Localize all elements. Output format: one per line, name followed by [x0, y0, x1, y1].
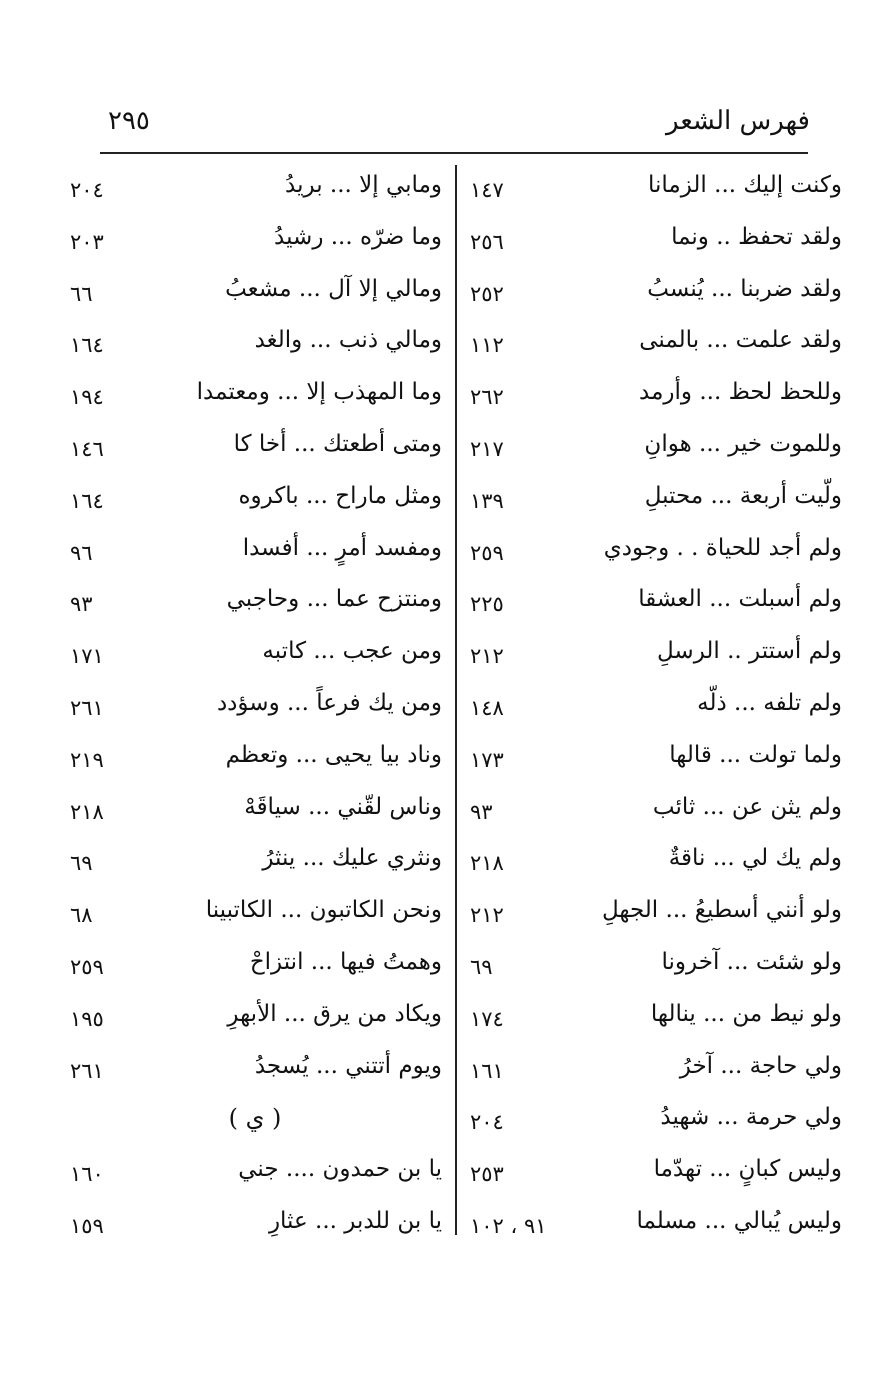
verse-incipit: ومابي إلا ... بريدُ: [285, 172, 442, 198]
page-reference: ٢١٢: [470, 644, 504, 669]
verse-incipit: ومتى أطعتك ... أخا كا: [233, 431, 442, 457]
verse-incipit: وللحظ لحظ ... وأرمد: [639, 379, 842, 406]
verse-incipit: ومالي ذنب ... والغد: [254, 327, 442, 354]
index-entry: [60, 427, 450, 479]
index-entry: [460, 220, 850, 272]
verse-incipit: ومثل ماراح ... باكروه: [238, 482, 442, 509]
page-reference: ٢٥٩: [470, 540, 504, 565]
verse-incipit: وللموت خير ... هوانِ: [644, 431, 842, 457]
verse-incipit: ولو نيط من ... ينالها: [650, 1000, 842, 1027]
page-reference: ١٦٤: [70, 488, 104, 513]
verse-incipit: ولم أستتر .. الرسلِ: [657, 638, 842, 665]
verse-incipit: ومفسد أمرٍ ... أفسدا: [242, 534, 442, 561]
index-entry: [60, 1204, 450, 1256]
page-reference: ١٩٤: [70, 385, 104, 410]
page-reference: ١٧١: [70, 644, 104, 669]
verse-incipit: ولم أسبلت ... العشقا: [638, 586, 842, 613]
verse-incipit: وناس لقّني ... سياقَهْ: [244, 793, 442, 820]
page-reference: ٢٥٩: [70, 955, 104, 979]
page-reference: ١٦١: [470, 1058, 504, 1083]
verse-incipit: ومنتزح عما ... وحاجبي: [226, 586, 442, 613]
index-entry: [60, 841, 450, 893]
index-entry: [60, 738, 450, 790]
index-entry: [60, 531, 450, 583]
page-reference: ١٩٥: [70, 1006, 104, 1031]
page-reference: ٢٥٣: [470, 1162, 504, 1187]
page-reference: ٦٩: [70, 851, 93, 876]
verse-incipit: وما المهذب إلا ... ومعتمدا: [196, 379, 442, 406]
verse-incipit: وكنت إليك ... الزمانا: [648, 172, 842, 198]
verse-incipit: وهمتُ فيها ... انتزاحْ: [249, 949, 442, 975]
verse-incipit: ونثري عليك ... ينثرُ: [262, 845, 442, 872]
page-reference: ٢٥٢: [470, 281, 504, 306]
page-reference: ١٤٨: [470, 696, 504, 720]
verse-incipit: ومن يك فرعاً ... وسؤدد: [216, 690, 442, 716]
verse-incipit: وناد بيا يحيى ... وتعظم: [225, 741, 442, 768]
verse-incipit: ويكاد من يرق ... الأبهرِ: [227, 1000, 442, 1027]
page-reference: ٢٠٤: [70, 178, 104, 202]
index-entry: [460, 790, 850, 842]
index-entry: [60, 1049, 450, 1101]
index-entry: [60, 272, 450, 324]
page-reference: ٢٦١: [70, 1058, 104, 1083]
index-entry: [60, 945, 450, 997]
index-entry: [460, 841, 850, 893]
verse-incipit: ولقد علمت ... بالمنى: [639, 327, 842, 354]
page-reference: ١٣٩: [470, 488, 504, 513]
page-reference: ١٥٩: [70, 1214, 104, 1238]
index-entry: [460, 945, 850, 997]
index-entry: [460, 168, 850, 220]
page-reference: ٢١٢: [470, 903, 504, 928]
index-entry: [60, 686, 450, 738]
index-entry: [460, 1204, 850, 1256]
page-reference: ٩٣: [70, 592, 93, 617]
page-reference: ٦٨: [70, 903, 93, 928]
page-reference: ٢٥٦: [470, 229, 504, 254]
index-entry: [60, 220, 450, 272]
verse-incipit: ولو أنني أسطيعُ ... الجهلِ: [601, 897, 842, 924]
index-entry: [460, 479, 850, 531]
verse-incipit: وليس كبانٍ ... تهدّما: [653, 1156, 842, 1183]
page-reference: ٢١٨: [70, 799, 104, 824]
verse-incipit: ولو شئت ... آخرونا: [661, 949, 842, 975]
page-reference: ١٧٣: [470, 747, 504, 772]
index-entry: [60, 790, 450, 842]
index-entry: [460, 738, 850, 790]
index-entry: [460, 1152, 850, 1204]
page-reference: ٢٦٢: [470, 385, 504, 410]
verse-incipit: ومن عجب ... كاتبه: [262, 638, 442, 665]
verse-incipit: ومالي إلا آل ... مشعبُ: [225, 275, 442, 302]
verse-incipit: ولم يك لي ... ناقةٌ: [668, 845, 842, 872]
index-entry: [460, 1049, 850, 1101]
verse-incipit: يا بن للدبر ... عثارِ: [268, 1208, 442, 1234]
index-entry: [60, 323, 450, 375]
verse-incipit: ولي حرمة ... شهيدُ: [660, 1104, 842, 1131]
index-entry: [460, 272, 850, 324]
verse-incipit: وما ضرّه ... رشيدُ: [274, 223, 442, 250]
index-entry: [60, 997, 450, 1049]
index-entry: [460, 997, 850, 1049]
index-entry: [460, 893, 850, 945]
verse-incipit: ولم تلفه ... ذلّه: [697, 690, 842, 716]
index-entry: [60, 479, 450, 531]
index-entry: [60, 1152, 450, 1204]
page-reference: ٢١٨: [470, 851, 504, 876]
verse-incipit: ولي حاجة ... آخرُ: [679, 1052, 842, 1079]
page-reference: ٢٠٣: [70, 229, 104, 254]
page-reference: ٢١٩: [70, 747, 104, 772]
page-reference: ٢٢٥: [470, 592, 504, 617]
verse-incipit: ولم يثن عن ... ثائب: [652, 793, 842, 820]
page-reference: ١٤٧: [470, 178, 504, 202]
index-entry: [60, 375, 450, 427]
page-reference: ١١٢: [470, 333, 504, 358]
page-reference: ٢٠٤: [470, 1110, 504, 1135]
page-title: فهرس الشعر: [666, 106, 810, 136]
section-letter-heading: ( ي ): [228, 1104, 282, 1133]
verse-incipit: ونحن الكاتبون ... الكاتبينا: [205, 897, 442, 924]
index-entry: [460, 323, 850, 375]
page-reference: ١٤٦: [70, 437, 104, 461]
page-reference: ٩٣: [470, 799, 493, 824]
page-reference: ٩١ ، ١٠٢: [470, 1214, 547, 1238]
verse-incipit: ولّيت أربعة ... محتبلِ: [644, 482, 842, 509]
index-entry: [460, 427, 850, 479]
index-entry: [460, 531, 850, 583]
verse-incipit: ولقد تحفظ .. ونما: [671, 223, 842, 250]
index-entry: [60, 893, 450, 945]
verse-incipit: ويوم أتتني ... يُسجدُ: [254, 1052, 442, 1079]
column-divider: [455, 165, 457, 1235]
index-entry: [60, 168, 450, 220]
index-entry: [460, 686, 850, 738]
page-reference: ٦٦: [70, 281, 93, 306]
page-reference: ٦٩: [470, 955, 493, 979]
page-reference: ١٦٠: [70, 1162, 104, 1187]
header-rule: [100, 152, 808, 154]
verse-incipit: وليس يُبالي ... مسلما: [636, 1208, 842, 1234]
verse-incipit: ولم أجد للحياة . . وجودي: [603, 534, 842, 561]
page-reference: ٩٦: [70, 540, 93, 565]
page-reference: ٢١٧: [470, 437, 504, 461]
index-entry: [460, 634, 850, 686]
page-header: [100, 100, 810, 150]
page-reference: ١٦٤: [70, 333, 104, 358]
index-entry: [460, 375, 850, 427]
verse-incipit: ولقد ضربنا ... يُنسبُ: [647, 275, 842, 302]
page-reference: ١٧٤: [470, 1006, 504, 1031]
page-number: ٢٩٥: [108, 106, 150, 136]
index-entry: [460, 1100, 850, 1152]
page-reference: ٢٦١: [70, 696, 104, 720]
index-entry: [60, 582, 450, 634]
verse-incipit: يا بن حمدون .... جني: [238, 1156, 442, 1183]
index-entry: [60, 634, 450, 686]
index-entry: [460, 582, 850, 634]
verse-incipit: ولما تولت ... قالها: [669, 741, 842, 768]
